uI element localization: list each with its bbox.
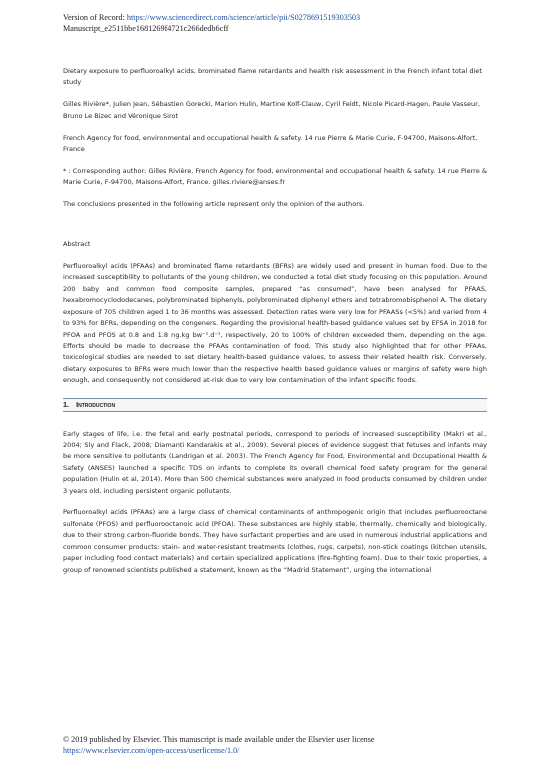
version-link[interactable]: https://www.sciencedirect.com/science/article/pii/S0278691519303503 — [126, 13, 361, 22]
copyright-line: © 2019 published by Elsevier. This manuscript is made available under the Elsevier user license — [63, 735, 375, 744]
section-title: Introduction — [76, 399, 116, 409]
affiliation: French Agency for food, environmental and occupational health & safety. 14 rue Pierre & Marie Curie, F-94700, Maisons-Alfort, France — [63, 133, 478, 154]
intro-paragraph-1: Early stages of life, i.e. the fetal and early postnatal periods, correspond to periods of increased susceptibility (Makri et al., 2004; Sly and Flack, 2008; Diamanti Kandarakis et al., 2009). Several pieces of evidence suggest that fetuses and infants may be more sensitive to pollutants (Landrigan et al. 2003). The French Agency for Food, Environmental and Occupational Health & Safety (ANSES) launched a specific TDS on infants to complete its overall chemical food safety program for the general population (Hulin et al, 2014). More than 500 chemical substances were analyzed in food products consumed by children under 3 years old, including persistent organic pollutants. — [63, 429, 487, 495]
section-number: 1. — [63, 399, 70, 409]
section-heading-introduction — [63, 398, 487, 412]
version-line — [63, 12, 503, 23]
page-footer — [63, 734, 503, 756]
license-link[interactable]: https://www.elsevier.com/open-access/userlicense/1.0/ — [63, 746, 240, 755]
author-list: Gilles Rivière*, Julien Jean, Sébastien Gorecki, Marion Hulin, Martine Kolf-Clauw, Cyril Feidt, Nicole Picard-Hagen, Paule Vasseur, Bruno Le Bizec and Véronique Sirot — [63, 100, 480, 120]
version-prefix: Version of Record: — [63, 13, 127, 22]
manuscript-id: Manuscript_e2511bbe1681269f4721c266dedb6cff — [63, 24, 229, 33]
corresponding-author: * : Corresponding author: Gilles Rivière, French Agency for food, environmental and occupational health & safety. 14 rue Pierre & Marie Curie, F-94700, Maisons-Alfort, France. gilles.riviere@anses.fr — [63, 166, 487, 187]
page-header — [63, 12, 503, 34]
article-body — [63, 66, 487, 586]
paper-title: Dietary exposure to perfluoroalkyl acids, brominated flame retardants and health risk assessment in the French infant total diet study — [63, 67, 482, 87]
disclaimer: The conclusions presented in the following article represent only the opinion of the authors. — [63, 200, 365, 209]
intro-paragraph-2: Perfluoroalkyl acids (PFAAs) are a large class of chemical contaminants of anthropogenic origin that includes perfluorooctane sulfonate (PFOS) and perfluorooctanoic acid (PFOA). These substances are highly stable, thermally, chemically and biologically, due to their strong carbon-fluoride bonds. They have surfactant properties and are used in numerous industrial applications and common consumer products: stain- and water-resistant treatments (clothes, rugs, carpets), non-stick coatings (kitchen utensils, paper including food contact materials) and certain specialized applications (fire-fighting foam). Due to their toxic properties, a group of renowned scientists published a statement, known as the “Madrid Statement”, urging the international — [63, 508, 487, 574]
abstract-text: Perfluoroalkyl acids (PFAAs) and brominated flame retardants (BFRs) are widely used and present in human food. Due to the increased susceptibility to pollutants of the young children, we conducted a total diet study focusing on this population. Around 200 baby and common food composite samples, prepared “as consumed”, have been analysed for PFAAS, hexabromocyclododecanes, polybrominated biphenyls, polybrominated diphenyl ethers and tetrabromobisphenol A. The dietary exposure of 705 children aged 1 to 36 months was assessed. Detection rates were very low for PFAASs (<5%) and varied from 4 to 93% for BFRs, depending on the congeners. Regarding the provisional health-based guidance values set by EFSA in 2018 for PFOA and PFOS at 0.8 and 1.8 ng.kg bw⁻¹.d⁻¹, respectively, 20 to 100% of children exceeded them, depending on the age. Efforts should be made to decrease the PFAAs contamination of food. This study also highlighted that for other PFAAs, toxicological studies are needed to set dietary health-based guidance values, to assess their related health risk. Conversely, dietary exposures to BFRs were much lower than the respective health based guidance values or margins of safety were high enough, and consequently not considered at-risk due to very low contamination of the infant specific foods. — [63, 262, 487, 385]
abstract-heading: Abstract — [63, 240, 91, 249]
